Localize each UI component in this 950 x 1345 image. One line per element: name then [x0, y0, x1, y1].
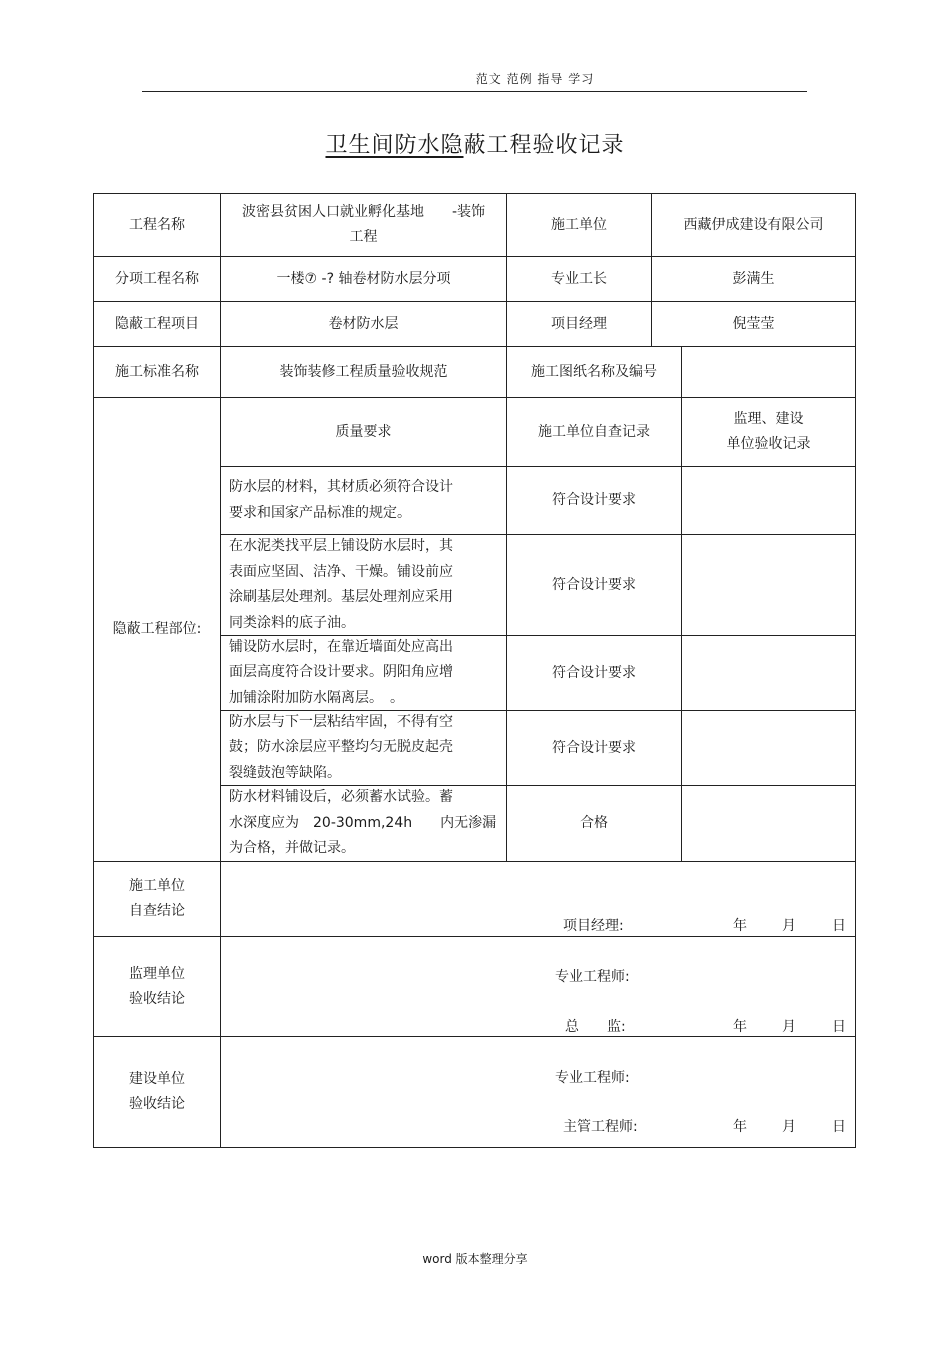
subitem-value: 一楼⑦ -? 轴卷材防水层分项 [276, 270, 451, 287]
table-border-right [855, 193, 856, 1148]
acceptance-result [682, 636, 855, 710]
month-label: 月 [782, 1019, 796, 1035]
acceptance-result [682, 467, 855, 534]
year-label: 年 [733, 1119, 747, 1135]
title-rest: 蔽工程验收记录 [463, 133, 625, 158]
project-name-value: 波密县贫困人口就业孵化基地 -装饰工程 [241, 204, 486, 245]
self-check-result: 符合设计要求 [552, 739, 636, 756]
chief-supervisor-label: 总 监: [565, 1019, 626, 1035]
acceptance-column-header: 监理、建设 单位验收记录 [726, 411, 811, 452]
hidden-part-label: 隐蔽工程部位: [112, 621, 202, 637]
standard-value: 装饰装修工程质量验收规范 [279, 363, 448, 380]
day-label: 日 [832, 1119, 846, 1135]
table-border-bottom [93, 1147, 856, 1148]
foreman-value: 彭满生 [732, 270, 775, 287]
supervision-engineer-label: 专业工程师: [555, 969, 630, 985]
hidden-item-value: 卷材防水层 [328, 315, 399, 332]
page-header: 范文 范例 指导 学习 [475, 72, 595, 86]
chief-engineer-label: 主管工程师: [563, 1119, 638, 1135]
requirement-cell: 防水层与下一层粘结牢固，不得有空 鼓；防水涂层应平整均匀无脱皮起壳 裂缝鼓泡等缺陷。 [229, 713, 453, 781]
month-label: 月 [782, 1119, 796, 1135]
requirement-cell: 防水层的材料，其材质必须符合设计 要求和国家产品标准的规定。 [229, 479, 453, 521]
page-footer: word 版本整理分享 [422, 1252, 528, 1266]
project-manager-label: 项目经理 [551, 315, 607, 332]
requirement-cell: 在水泥类找平层上铺设防水层时，其 表面应坚固、洁净、干燥。铺设前应 涂刷基层处理剂。基层处理剂应采用 同类涂料的底子油。 [229, 538, 453, 631]
owner-engineer-label: 专业工程师: [555, 1070, 630, 1086]
owner-conclusion-label: 建设单位 验收结论 [129, 1071, 185, 1112]
day-label: 日 [832, 918, 846, 934]
self-check-result: 符合设计要求 [552, 664, 636, 681]
hidden-item-label: 隐蔽工程项目 [115, 315, 199, 332]
year-label: 年 [733, 1019, 747, 1035]
project-manager-signature-label: 项目经理: [563, 918, 624, 934]
foreman-label: 专业工长 [551, 270, 607, 287]
self-check-result: 符合设计要求 [552, 576, 636, 593]
acceptance-result [682, 786, 855, 861]
construction-unit-label: 施工单位 [551, 216, 607, 233]
drawing-value [682, 347, 855, 397]
project-manager-value: 倪莹莹 [732, 315, 775, 332]
requirement-cell: 铺设防水层时，在靠近墙面处应高出 面层高度符合设计要求。阴阳角应增 加铺涂附加防水隔离层。 。 [229, 638, 453, 706]
acceptance-result [682, 711, 855, 785]
standard-label: 施工标准名称 [115, 363, 199, 380]
self-check-column-header: 施工单位自查记录 [538, 423, 650, 440]
self-check-result: 符合设计要求 [552, 492, 636, 508]
self-check-conclusion-label: 施工单位 自查结论 [129, 878, 185, 919]
self-check-result: 合格 [580, 815, 608, 831]
acceptance-result [682, 535, 855, 635]
quality-column-header: 质量要求 [335, 423, 392, 440]
subitem-label: 分项工程名称 [115, 270, 199, 287]
document-title [0, 128, 950, 159]
title-underlined-part: 卫生间防水隐 [325, 133, 464, 158]
construction-unit-value: 西藏伊成建设有限公司 [683, 216, 824, 233]
month-label: 月 [782, 918, 796, 934]
project-name-label: 工程名称 [129, 216, 185, 233]
header-divider [142, 91, 807, 92]
requirement-cell: 防水材料铺设后，必须蓄水试验。蓄 水深度应为 20-30mm,24h 内无渗漏 为合格，并做记录。 [229, 789, 497, 857]
drawing-label: 施工图纸名称及编号 [531, 363, 657, 380]
year-label: 年 [733, 918, 747, 934]
supervision-conclusion-label: 监理单位 验收结论 [129, 965, 185, 1007]
day-label: 日 [832, 1019, 846, 1035]
